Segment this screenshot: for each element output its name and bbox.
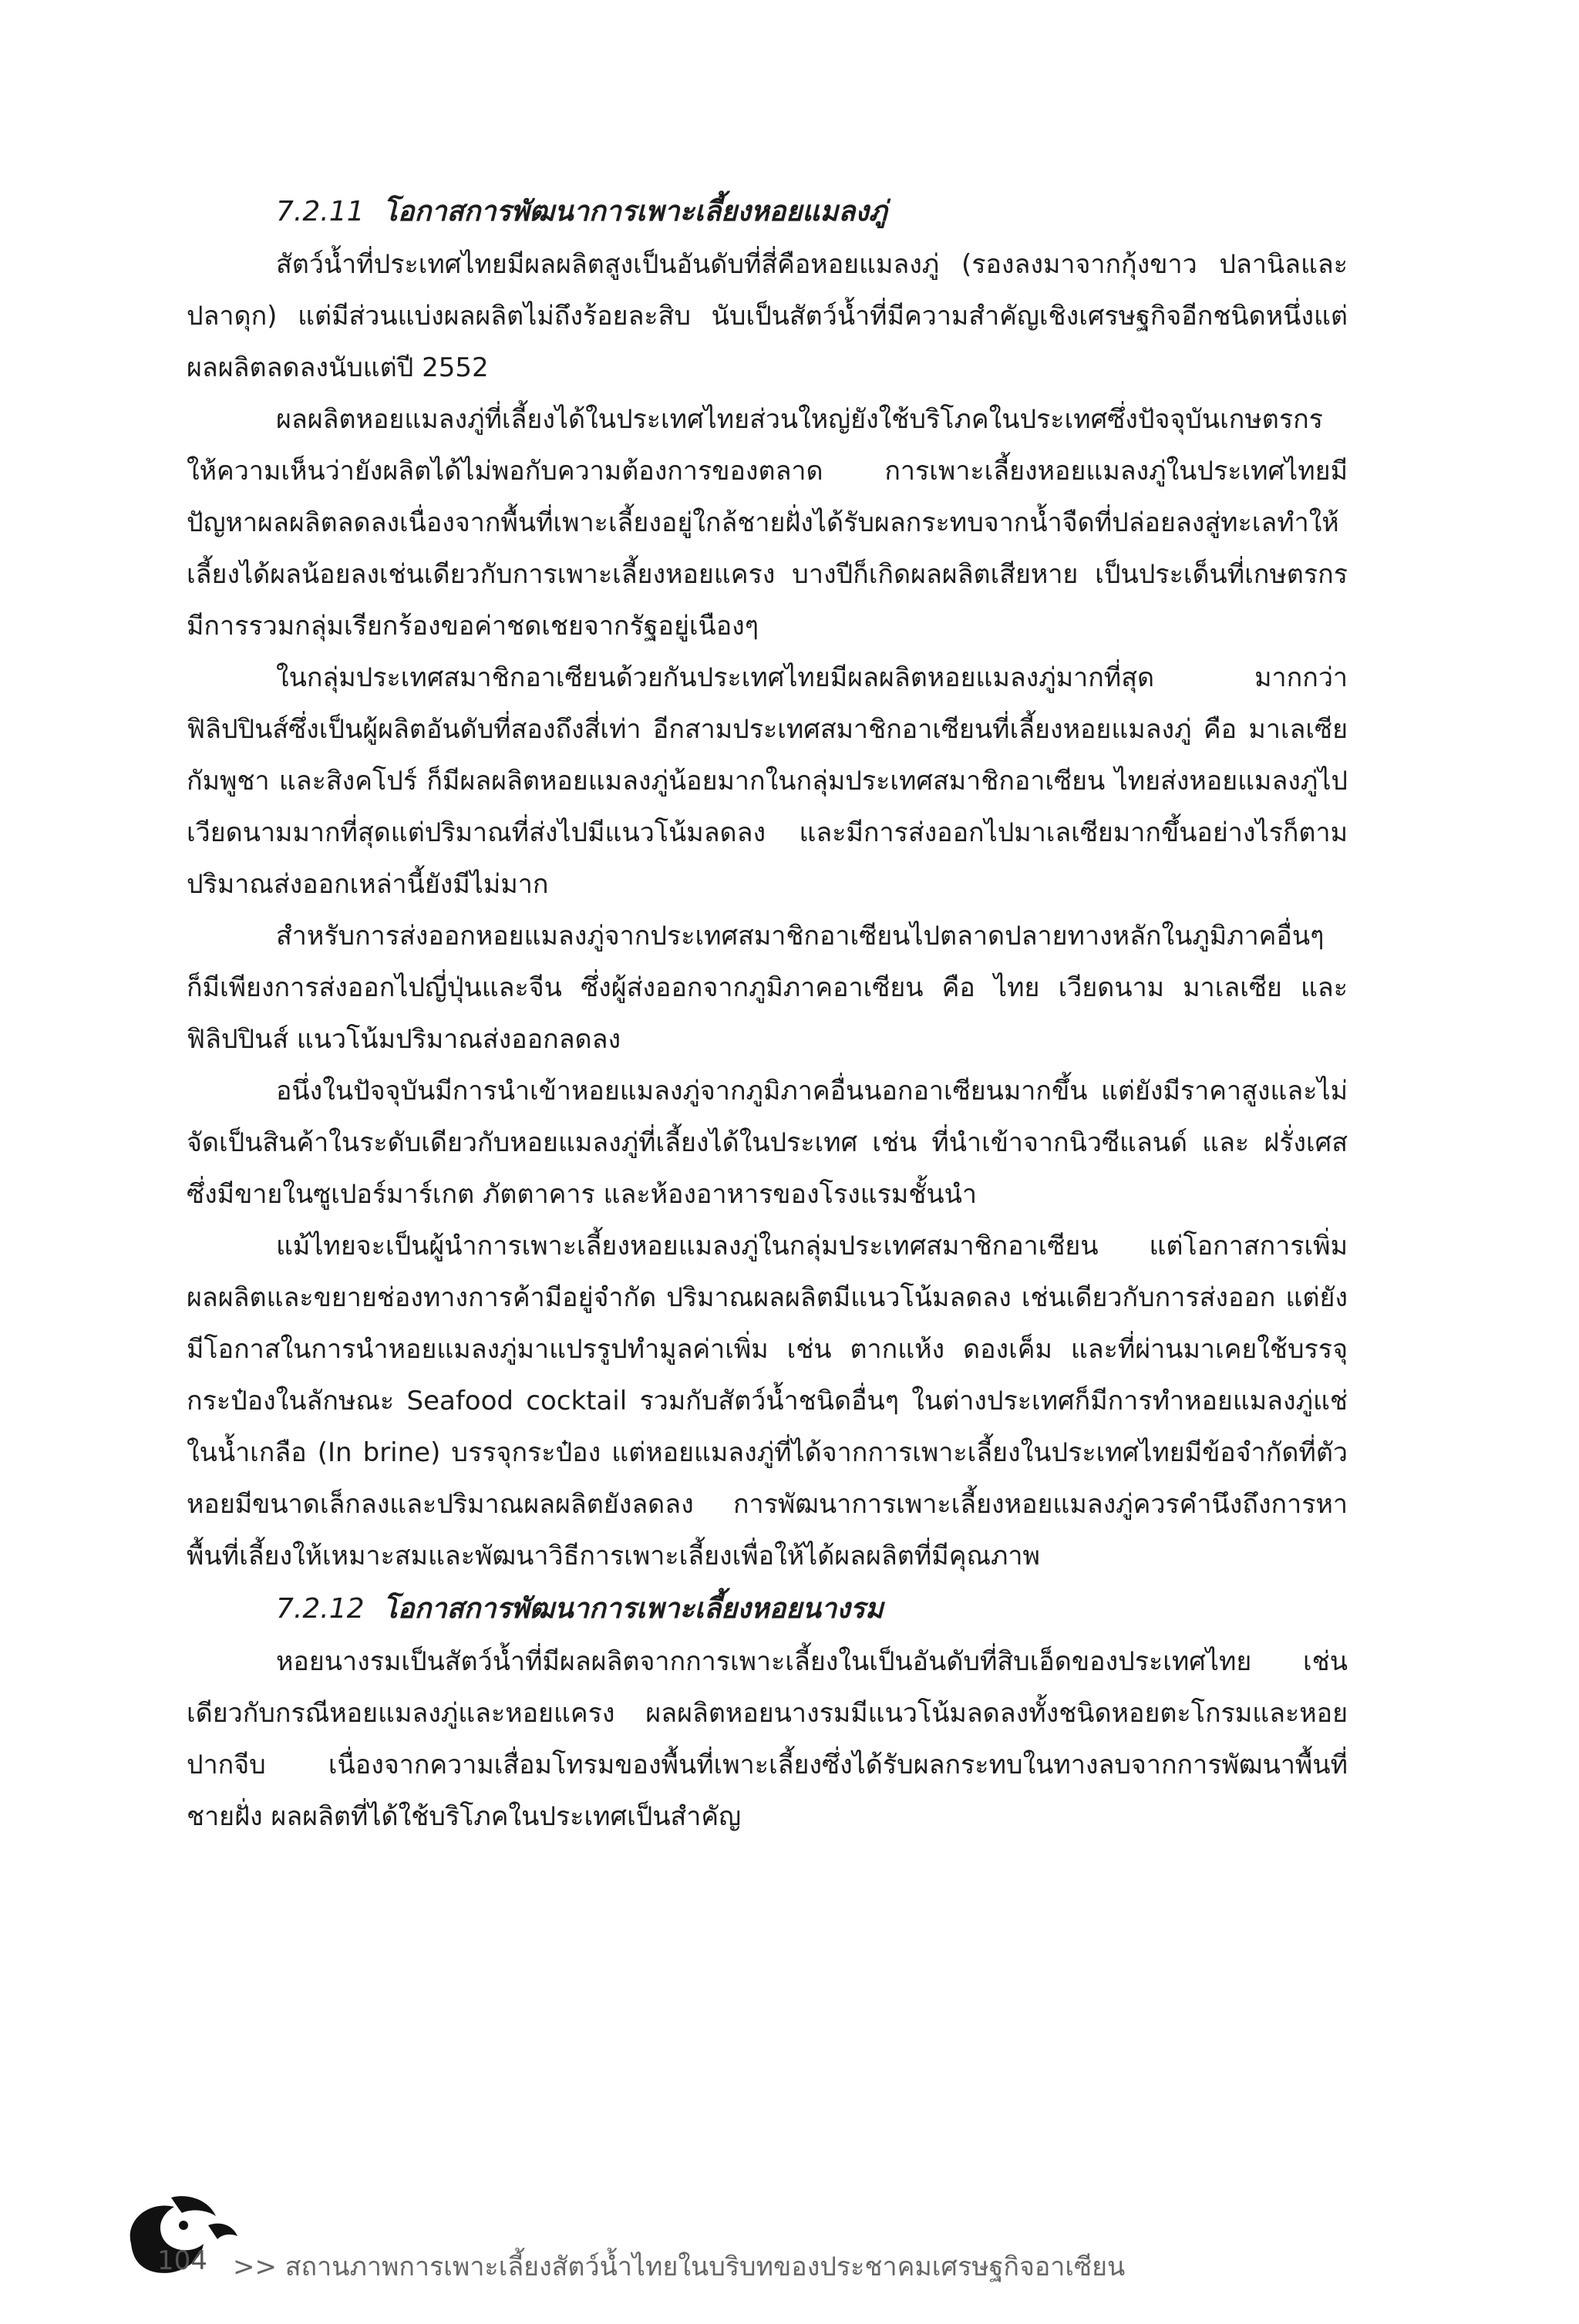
paragraph: ผลผลิตหอยแมลงภู่ที่เลี้ยงได้ในประเทศไทยส่วนใหญ่ยังใช้บริโภคในประเทศซึ่งปัจจุบันเกษตรกรให้ความเห็นว่ายังผลิตได้ไม่พอกับความต้องการของตลาด การเพาะเลี้ยงหอยแมลงภู่ในประเทศไทยมีปัญหาผลผลิตลดลงเนื่องจากพื้นที่เพาะเลี้ยงอยู่ใกล้ชายฝั่งได้รับผลกระทบจากน้ำจืดที่ปล่อยลงสู่ทะเลทำให้เลี้ยงได้ผลน้อยลงเช่นเดียวกับการเพาะเลี้ยงหอยแครง บางปีก็เกิดผลผลิตเสียหาย เป็นประเด็นที่เกษตรกรมีการรวมกลุ่มเรียกร้องขอค่าชดเชยจากรัฐอยู่เนืองๆ (187, 404, 1348, 642)
section-number: 7.2.12 (276, 1593, 365, 1625)
section-heading-7-2-11 (187, 185, 1348, 239)
paragraph: แม้ไทยจะเป็นผู้นำการเพาะเลี้ยงหอยแมลงภู่ในกลุ่มประเทศสมาชิกอาเซียน แต่โอกาสการเพิ่มผลผลิตและขยายช่องทางการค้ามีอยู่จำกัด ปริมาณผลผลิตมีแนวโน้มลดลง เช่นเดียวกับการส่งออก แต่ยังมีโอกาสในการนำหอยแมลงภู่มาแปรรูปทำมูลค่าเพิ่ม เช่น ตากแห้ง ดองเค็ม และที่ผ่านมาเคยใช้บรรจุกระป๋องในลักษณะ Seafood cocktail รวมกับสัตว์น้ำชนิดอื่นๆ ในต่างประเทศก็มีการทำหอยแมลงภู่แช่ในน้ำเกลือ (In brine) บรรจุกระป๋อง แต่หอยแมลงภู่ที่ได้จากการเพาะเลี้ยงในประเทศไทยมีข้อจำกัดที่ตัวหอยมีขนาดเล็กลงและปริมาณผลผลิตยังลดลง การพัฒนาการเพาะเลี้ยงหอยแมลงภู่ควรคำนึงถึงการหาพื้นที่เลี้ยงให้เหมาะสมและพัฒนาวิธีการเพาะเลี้ยงเพื่อให้ได้ผลผลิตที่มีคุณภาพ (187, 1231, 1348, 1571)
page-footer (117, 2190, 1351, 2282)
paragraph: หอยนางรมเป็นสัตว์น้ำที่มีผลผลิตจากการเพาะเลี้ยงในเป็นอันดับที่สิบเอ็ดของประเทศไทย เช่นเดียวกับกรณีหอยแมลงภู่และหอยแครง ผลผลิตหอยนางรมมีแนวโน้มลดลงทั้งชนิดหอยตะโกรมและหอยปากจีบ เนื่องจากความเสื่อมโทรมของพื้นที่เพาะเลี้ยงซึ่งได้รับผลกระทบในทางลบจากการพัฒนาพื้นที่ชายฝั่ง ผลผลิตที่ได้ใช้บริโภคในประเทศเป็นสำคัญ (187, 1646, 1348, 1832)
running-footer-title: >> สถานภาพการเพาะเลี้ยงสัตว์น้ำไทยในบริบทของประชาคมเศรษฐกิจอาเซียน (233, 2252, 1126, 2282)
section-title: โอกาสการพัฒนาการเพาะเลี้ยงหอยนางรม (382, 1593, 884, 1625)
page-content (187, 185, 1348, 1843)
section-number: 7.2.11 (276, 196, 365, 227)
section-title: โอกาสการพัฒนาการเพาะเลี้ยงหอยแมลงภู่ (382, 196, 887, 227)
page-number: 104 (157, 2245, 207, 2276)
paragraph: สำหรับการส่งออกหอยแมลงภู่จากประเทศสมาชิกอาเซียนไปตลาดปลายทางหลักในภูมิภาคอื่นๆ ก็มีเพียงการส่งออกไปญี่ปุ่นและจีน ซึ่งผู้ส่งออกจากภูมิภาคอาเซียน คือ ไทย เวียดนาม มาเลเซีย และฟิลิปปินส์ แนวโน้มปริมาณส่งออกลดลง (187, 921, 1348, 1055)
paragraph: สัตว์น้ำที่ประเทศไทยมีผลผลิตสูงเป็นอันดับที่สี่คือหอยแมลงภู่ (รองลงมาจากกุ้งขาว ปลานิลและปลาดุก) แต่มีส่วนแบ่งผลผลิตไม่ถึงร้อยละสิบ นับเป็นสัตว์น้ำที่มีความสำคัญเชิงเศรษฐกิจอีกชนิดหนึ่งแต่ผลผลิตลดลงนับแต่ปี 2552 (187, 249, 1348, 383)
paragraph: ในกลุ่มประเทศสมาชิกอาเซียนด้วยกันประเทศไทยมีผลผลิตหอยแมลงภู่มากที่สุด มากกว่าฟิลิปปินส์ซึ่งเป็นผู้ผลิตอันดับที่สองถึงสี่เท่า อีกสามประเทศสมาชิกอาเซียนที่เลี้ยงหอยแมลงภู่ คือ มาเลเซีย กัมพูชา และสิงคโปร์ ก็มีผลผลิตหอยแมลงภู่น้อยมากในกลุ่มประเทศสมาชิกอาเซียน ไทยส่งหอยแมลงภู่ไปเวียดนามมากที่สุดแต่ปริมาณที่ส่งไปมีแนวโน้มลดลง และมีการส่งออกไปมาเลเซียมากขึ้นอย่างไรก็ตามปริมาณส่งออกเหล่านี้ยังมีไม่มาก (187, 662, 1348, 900)
section-heading-7-2-12 (187, 1582, 1348, 1636)
paragraph: อนึ่งในปัจจุบันมีการนำเข้าหอยแมลงภู่จากภูมิภาคอื่นนอกอาเซียนมากขึ้น แต่ยังมีราคาสูงและไม่จัดเป็นสินค้าในระดับเดียวกับหอยแมลงภู่ที่เลี้ยงได้ในประเทศ เช่น ที่นำเข้าจากนิวซีแลนด์ และ ฝรั่งเศส ซึ่งมีขายในซูเปอร์มาร์เกต ภัตตาคาร และห้องอาหารของโรงแรมชั้นนำ (187, 1076, 1348, 1210)
